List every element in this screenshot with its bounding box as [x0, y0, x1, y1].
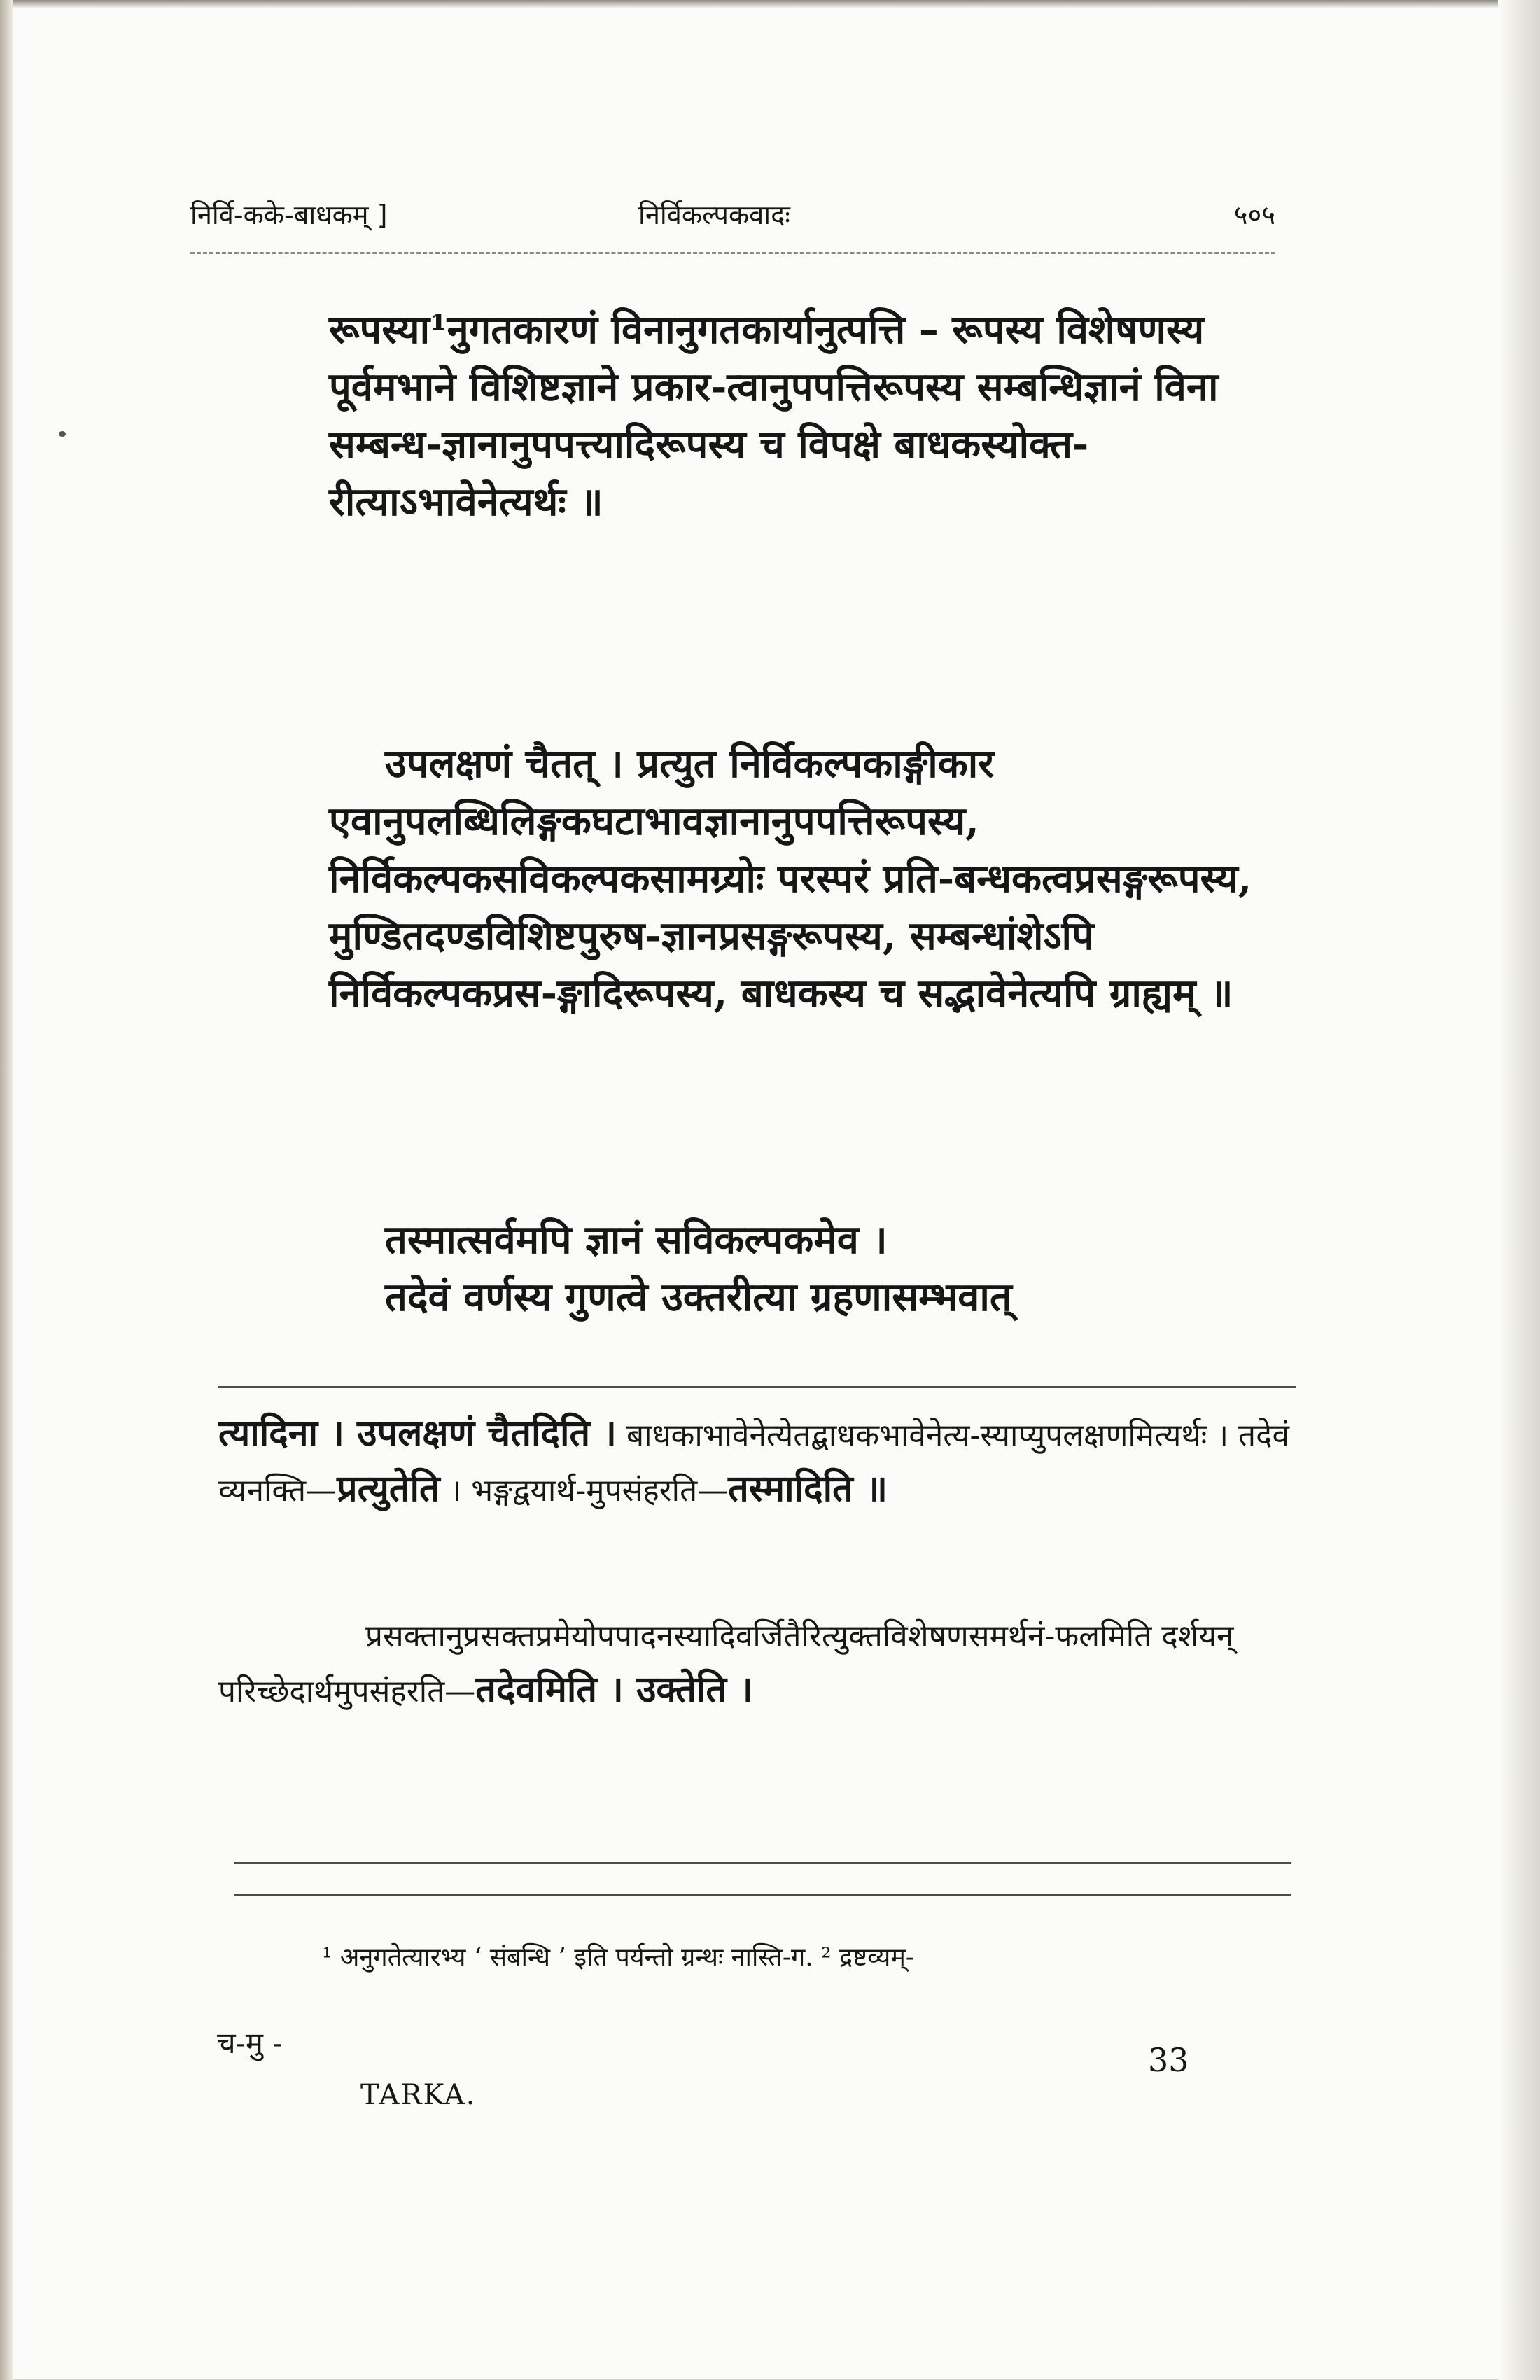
footnote-line-2: च-मु - [217, 2026, 283, 2060]
main-paragraph-3-line-1: तस्मात्सर्वमपि ज्ञानं सविकल्पकमेव । [385, 1217, 888, 1263]
commentary-bold-phrase-4: तदेवमिति । उक्तेति । [475, 1668, 753, 1711]
footnote-line-1: ¹ अनुगतेत्यारभ्य ‘ संबन्धि ’ इति पर्यन्तो ग्रन्थः नास्ति-ग. ² द्रष्टव्यम्- [322, 1943, 915, 1972]
margin-mark [59, 431, 66, 437]
commentary-block [218, 1407, 1296, 1718]
footnote-divider-top [234, 1862, 1292, 1864]
page-edge-shadow [1498, 0, 1540, 2380]
main-paragraph-3 [329, 1211, 1312, 1326]
footer-page-number: 33 [1148, 2041, 1189, 2079]
footer-signature: TARKA. [360, 2079, 477, 2111]
commentary-bold-phrase-2: प्रत्युतेति [337, 1467, 440, 1510]
main-paragraph-2: उपलक्षणं चैतत् । प्रत्युत निर्विकल्पकाङ्गीकार एवानुपलब्धिलिङ्गकघटाभावज्ञानानुपपत्तिरूपस्य, निर्विकल्पकसविकल्पकसामग्र्योः परस्परं प्रति-बन्धकत्वप्रसङ्गरूपस्य, मुण्डितदण्डविशिष्टपुरुष-ज्ञानप्रसङ्गरूपस्य, सम्बन्धांशेऽपि निर्विकल्पकप्रस-ङ्गादिरूपस्य, बाधकस्य च सद्भावेनेत्यपि ग्राह्यम् ॥ [329, 741, 1252, 1016]
commentary-paragraph-1 [218, 1407, 1296, 1610]
commentary-bold-phrase-1: त्यादिना । उपलक्षणं चैतदिति । [218, 1412, 617, 1455]
header-section-title: निर्वि-कके-बाधकम् ] [190, 200, 388, 230]
footnote-divider-bottom [234, 1894, 1292, 1896]
running-header [190, 189, 1275, 241]
header-chapter-title: निर्विकल्पकवादः [638, 200, 790, 230]
page-top-edge [0, 0, 1540, 8]
commentary-bold-phrase-3: तस्मादिति ॥ [728, 1467, 888, 1510]
commentary-text-1: बाधकाभावेनेत्येतद्बाधकभावेनेत्य-स्याप्युपलक्षणमित्यर्थः । तदेवं व्यनक्ति— [218, 1418, 1289, 1508]
commentary-text-3: प्रसक्तानुप्रसक्तप्रमेयोपपादनस्यादिवर्जितैरित्युक्तविशेषणसमर्थनं-फलमिति दर्शयन् परिच्छेदार्थमुपसंहरति— [218, 1618, 1234, 1709]
header-page-number: ५०५ [1233, 200, 1275, 230]
header-divider [190, 252, 1275, 254]
main-paragraph-3-line-2: तदेवं वर्णस्य गुणत्वे उक्तरीत्या ग्रहणासम्भवात् [385, 1274, 1012, 1320]
main-text-divider [218, 1386, 1296, 1388]
commentary-paragraph-2 [218, 1610, 1296, 1718]
page-spine-shadow [0, 0, 13, 2380]
main-paragraph-1: रूपस्या¹नुगतकारणं विनानुगतकार्यानुत्पत्ति – रूपस्य विशेषणस्य पूर्वमभाने विशिष्टज्ञाने प्रकार-त्वानुपपत्तिरूपस्य सम्बन्धिज्ञानं विना सम्बन्ध-ज्ञानानुपपत्त्यादिरूपस्य च विपक्षे बाधकस्योक्त-रीत्याऽभावेनेत्यर्थः ॥ [329, 307, 1219, 525]
commentary-text-2: । भङ्गद्वयार्थ-मुपसंहरति— [440, 1473, 729, 1508]
main-text-block [329, 301, 1312, 1320]
